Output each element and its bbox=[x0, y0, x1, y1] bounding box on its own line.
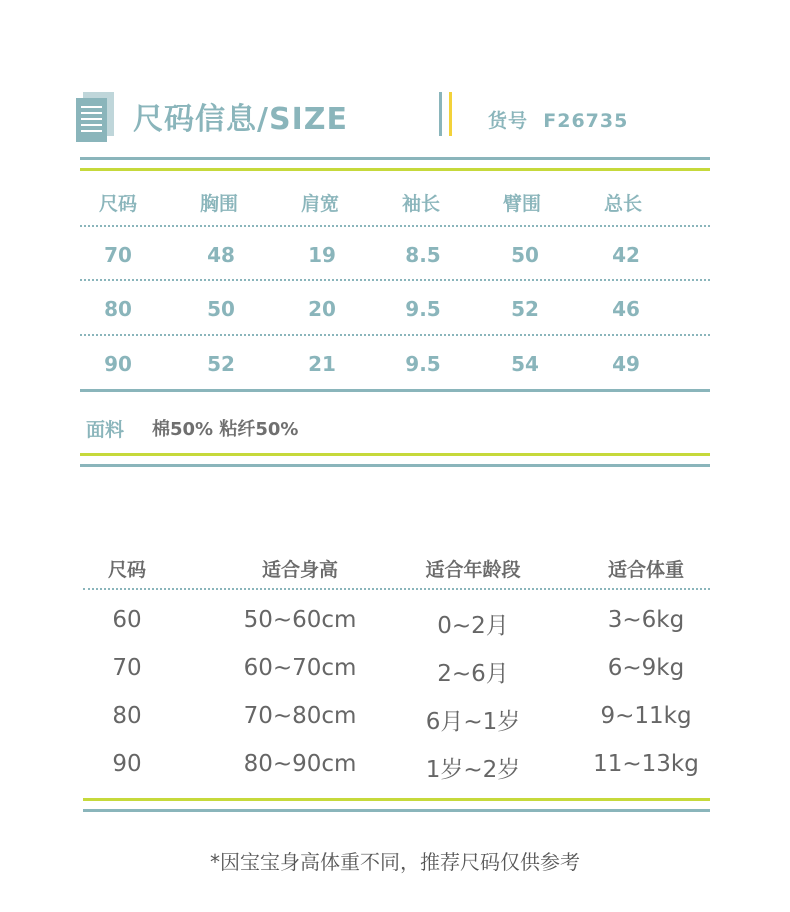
table-cell: 8.5 bbox=[405, 243, 441, 267]
table-cell: 6~9kg bbox=[607, 655, 685, 681]
table-cell: 48 bbox=[207, 243, 235, 267]
header-arm: 臂围 bbox=[502, 193, 541, 215]
guide-header-divider bbox=[83, 588, 710, 590]
table-cell: 60~70cm bbox=[243, 655, 357, 681]
table-cell: 42 bbox=[612, 243, 640, 267]
header-chest: 胸围 bbox=[199, 193, 238, 215]
footnote: *因宝宝身高体重不同，推荐尺码仅供参考 bbox=[210, 850, 580, 874]
guide-header-weight: 适合体重 bbox=[607, 559, 684, 581]
table-cell: 9.5 bbox=[405, 352, 441, 376]
table-cell: 52 bbox=[207, 352, 235, 376]
table-cell: 50 bbox=[511, 243, 539, 267]
table-cell: 80~90cm bbox=[243, 751, 357, 777]
table-cell: 52 bbox=[511, 297, 539, 321]
table-cell: 70~80cm bbox=[243, 703, 357, 729]
table-cell: 54 bbox=[511, 352, 539, 376]
item-number-label: 货号 bbox=[488, 110, 529, 132]
table-cell: 70 bbox=[112, 655, 142, 681]
table-cell: 60 bbox=[112, 607, 142, 633]
guide-header-age: 适合年龄段 bbox=[425, 559, 521, 581]
table-cell: 46 bbox=[612, 297, 640, 321]
item-number-value: F26735 bbox=[543, 110, 629, 132]
table-cell: 50~60cm bbox=[243, 607, 357, 633]
header-length: 总长 bbox=[603, 193, 642, 215]
guide-header-size: 尺码 bbox=[107, 559, 146, 581]
fabric-label: 面料 bbox=[86, 419, 125, 441]
header-shoulder: 肩宽 bbox=[300, 193, 339, 215]
table-cell: 49 bbox=[612, 352, 640, 376]
table-cell: 19 bbox=[308, 243, 336, 267]
page-title: 尺码信息/SIZE bbox=[133, 102, 348, 137]
table-cell: 3~6kg bbox=[607, 607, 685, 633]
bottom-rule-teal bbox=[83, 809, 710, 812]
table-cell: 6月~1岁 bbox=[425, 709, 521, 735]
header-size: 尺码 bbox=[98, 193, 137, 215]
header-sleeve: 袖长 bbox=[401, 193, 440, 215]
table-cell: 90 bbox=[112, 751, 142, 777]
table-cell: 90 bbox=[104, 352, 132, 376]
table-cell: 50 bbox=[207, 297, 235, 321]
table-cell: 11~13kg bbox=[593, 751, 699, 777]
table-cell: 1岁~2岁 bbox=[425, 757, 521, 783]
table-cell: 9~11kg bbox=[600, 703, 692, 729]
table-cell: 70 bbox=[104, 243, 132, 267]
table-cell: 0~2月 bbox=[437, 613, 509, 639]
guide-header-height: 适合身高 bbox=[261, 559, 338, 581]
table-cell: 21 bbox=[308, 352, 336, 376]
fabric-value: 棉50% 粘纤50% bbox=[152, 419, 299, 440]
table-cell: 2~6月 bbox=[437, 661, 509, 687]
table-cell: 9.5 bbox=[405, 297, 441, 321]
table-cell: 80 bbox=[104, 297, 132, 321]
table-cell: 20 bbox=[308, 297, 336, 321]
bottom-rule-lime bbox=[83, 798, 710, 801]
table-cell: 80 bbox=[112, 703, 142, 729]
